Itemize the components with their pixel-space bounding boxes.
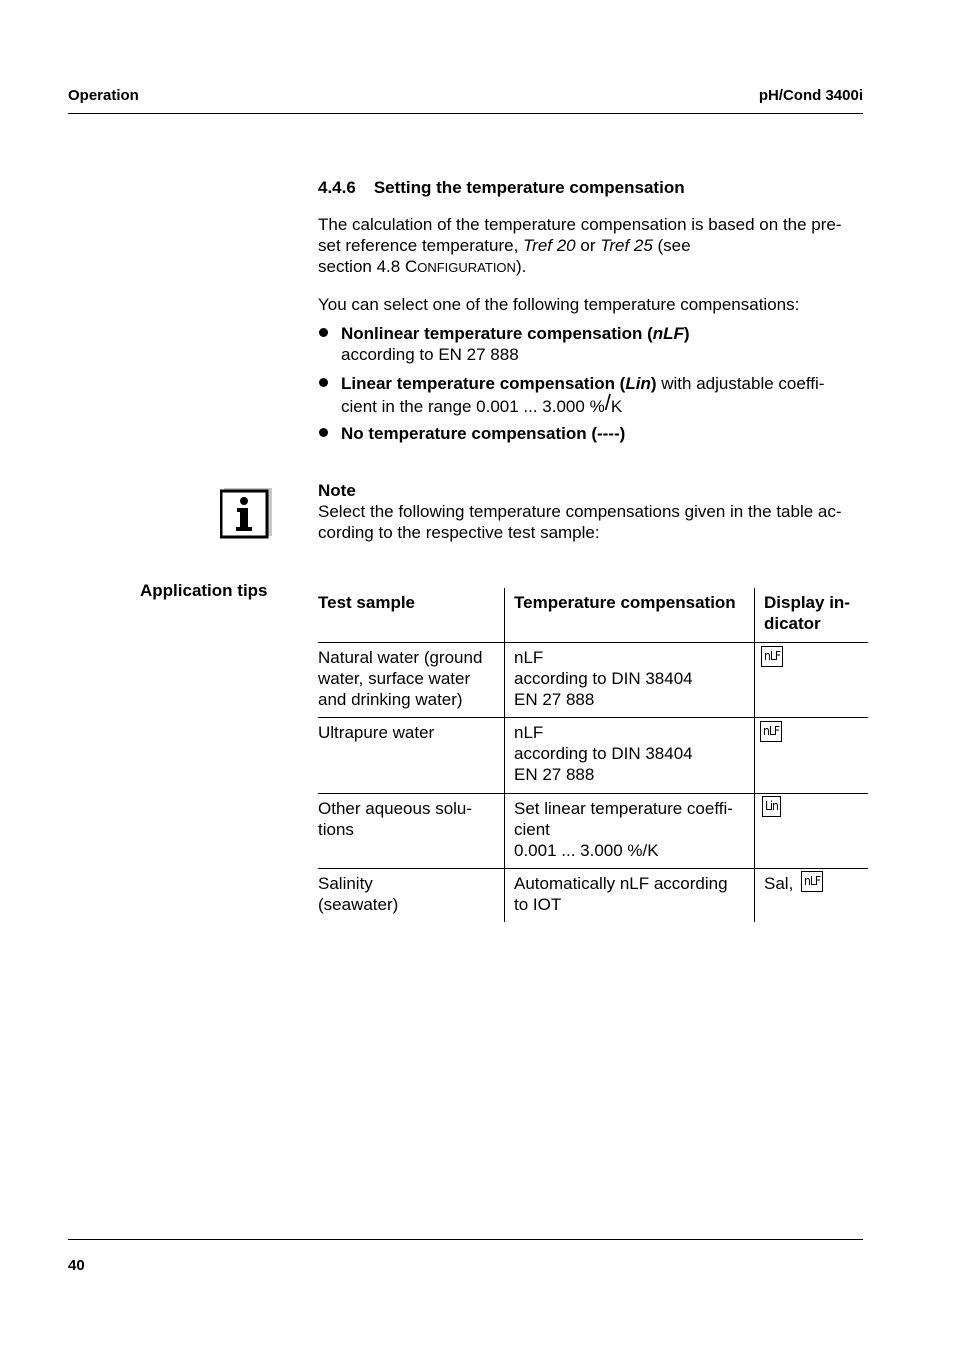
footer-rule xyxy=(68,1239,863,1240)
table-hline-3 xyxy=(318,868,868,869)
page-number: 40 xyxy=(68,1257,85,1274)
indicator-nlf-2: nLF xyxy=(760,721,782,742)
bullet-2: Linear temperature compensation (Lin) with adjustable coeffi- cient in the range 0.001 ... 3.000 %/K xyxy=(341,374,825,416)
table-vline-1 xyxy=(504,588,505,922)
table-hline-1 xyxy=(318,717,868,718)
table-hline-header xyxy=(318,642,868,643)
bullet-dot-1 xyxy=(319,328,328,337)
bullet-1: Nonlinear temperature compensation (nLF) according to EN 27 888 xyxy=(341,324,690,364)
table-row-4-comp: Automatically nLF according to IOT xyxy=(514,874,728,914)
select-text: You can select one of the following temperature compensations: xyxy=(318,295,800,314)
table-vline-2 xyxy=(754,588,755,922)
section-title: Setting the temperature compensation xyxy=(373,178,685,197)
section-number: 4.4.6 xyxy=(318,178,356,197)
indicator-lin: Lin xyxy=(762,796,781,817)
section-heading xyxy=(318,178,685,198)
header-left: Operation xyxy=(68,87,139,104)
intro-line-1: The calculation of the temperature compensation is based on the pre- xyxy=(318,215,842,234)
bullet-dot-3 xyxy=(319,428,328,437)
header-right: pH/Cond 3400i xyxy=(758,87,863,104)
note-block xyxy=(318,480,878,543)
intro-line-2: set reference temperature, Tref 20 or Tref 25 (see xyxy=(318,236,691,255)
table-hline-2 xyxy=(318,793,868,794)
table-row-2-comp: nLF according to DIN 38404 EN 27 888 xyxy=(514,723,693,784)
tref20: Tref 20 xyxy=(523,236,576,255)
table-header-indicator: Display in- dicator xyxy=(764,593,850,633)
info-icon xyxy=(220,488,272,540)
tref25: Tref 25 xyxy=(600,236,653,255)
table-row-3-comp: Set linear temperature coeffi- cient 0.001 ... 3.000 %/K xyxy=(514,799,733,860)
note-line-1: Select the following temperature compensations given in the table ac- xyxy=(318,502,842,521)
note-line-2: cording to the respective test sample: xyxy=(318,523,600,542)
intro-paragraph xyxy=(318,214,878,278)
bullet-dot-2 xyxy=(319,378,328,387)
table-header-comp: Temperature compensation xyxy=(514,593,736,612)
indicator-nlf-1: nLF xyxy=(761,646,783,667)
table-row-1-comp: nLF according to DIN 38404 EN 27 888 xyxy=(514,648,693,709)
table-row-4-prefix: Sal, xyxy=(764,874,794,893)
bullet-3: No temperature compensation (----) xyxy=(341,424,626,443)
application-tips-label: Application tips xyxy=(140,581,268,600)
intro-line-3: section 4.8 CONFIGURATION). xyxy=(318,257,527,276)
indicator-nlf-3: nLF xyxy=(801,871,823,892)
table-header-sample: Test sample xyxy=(318,593,416,612)
table-row-1-sample: Natural water (ground water, surface water and drinking water) xyxy=(318,648,483,709)
table-row-3-sample: Other aqueous solu- tions xyxy=(318,799,473,839)
note-title: Note xyxy=(318,481,356,500)
table-row-2-sample: Ultrapure water xyxy=(318,723,435,742)
table-row-4-sample: Salinity (seawater) xyxy=(318,874,399,914)
header-rule xyxy=(68,113,863,114)
